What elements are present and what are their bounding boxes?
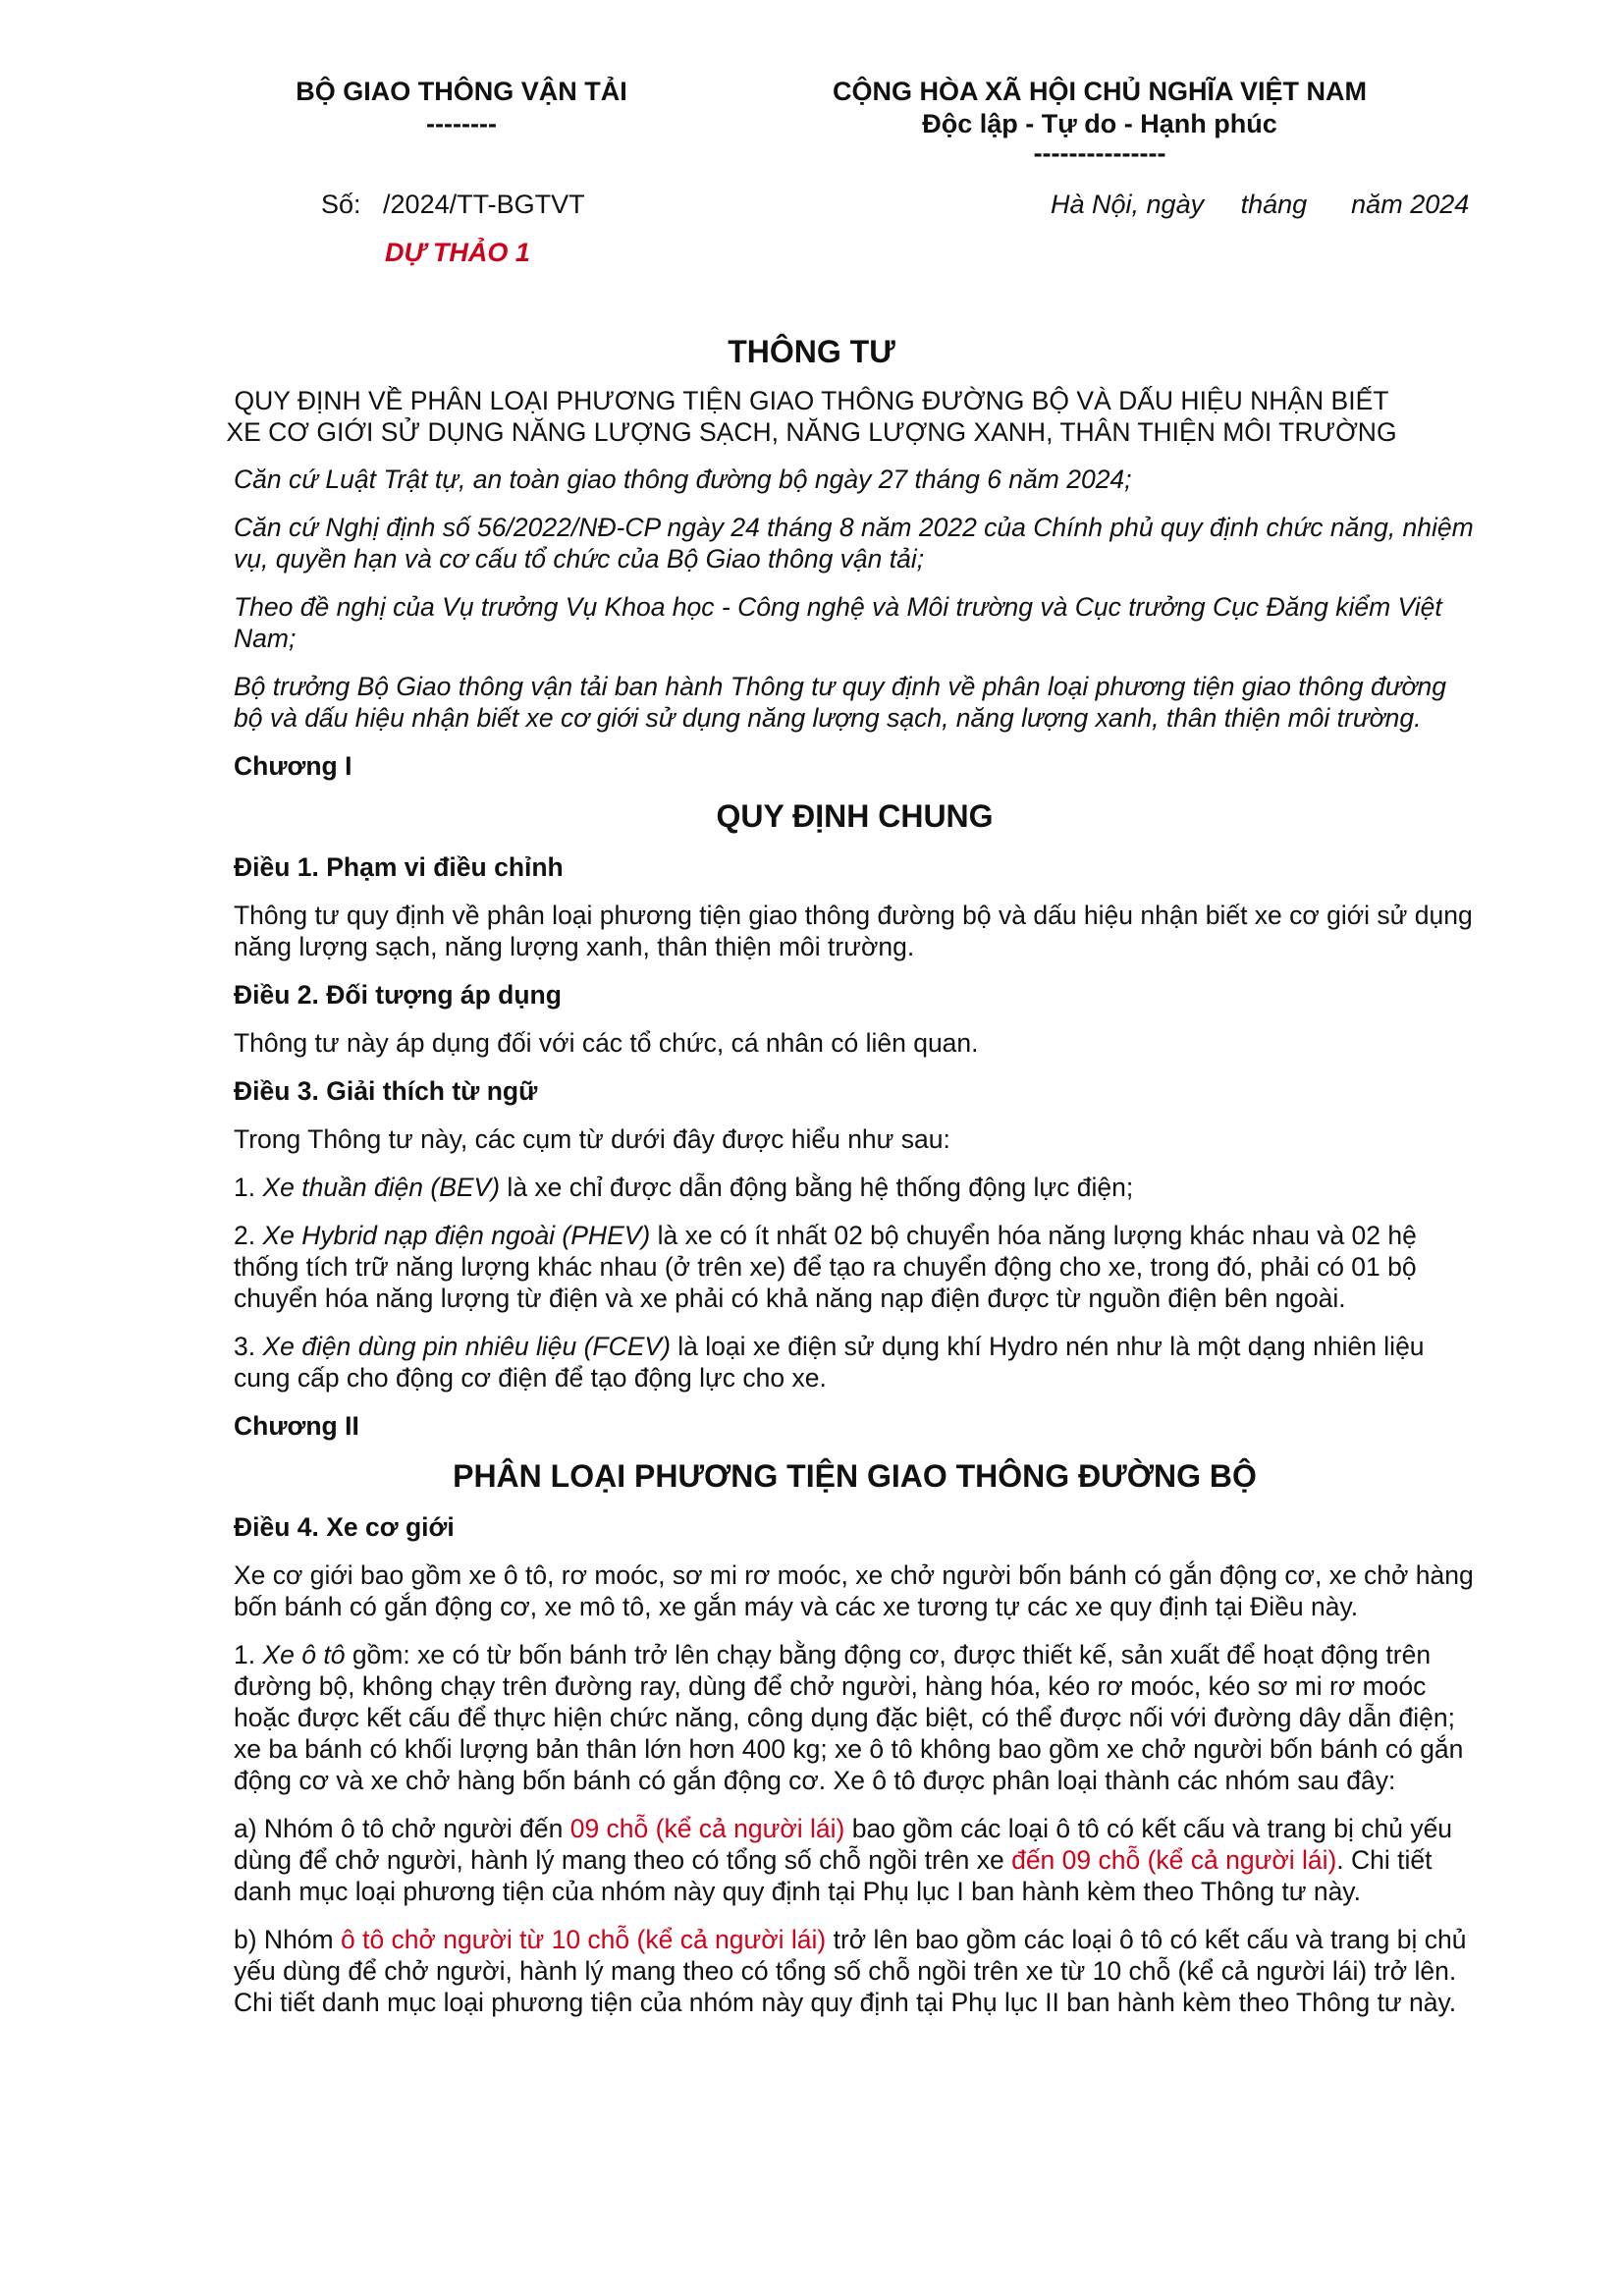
article-4-item-1a bbox=[234, 1813, 1476, 1907]
item-1a-highlight-2: đến 09 chỗ (kể cả người lái) bbox=[1011, 1845, 1337, 1875]
article-1-text: Thông tư quy định về phân loại phương tiện giao thông đường bộ và dấu hiệu nhận biết xe cơ giới sử dụng năng lượng sạch, năng lượng xanh, thân thiện môi trường. bbox=[234, 901, 1473, 961]
preamble-issuance: Bộ trưởng Bộ Giao thông vận tải ban hành Thông tư quy định về phân loại phương tiện giao thông đường bộ và dấu hiệu nhận biết xe cơ giới sử dụng năng lượng sạch, năng lượng xanh, thân thiện môi trường. bbox=[234, 672, 1446, 733]
country-name: CỘNG HÒA XÃ HỘI CHỦ NGHĨA VIỆT NAM bbox=[832, 77, 1367, 106]
definition-3-term: Xe điện dùng pin nhiêu liệu (FCEV) bbox=[262, 1332, 671, 1361]
place-and-date: Hà Nội, ngày tháng năm 2024 bbox=[1051, 190, 1470, 219]
article-3-title: Điều 3. Giải thích từ ngữ bbox=[234, 1076, 538, 1106]
item-1a-text-2: bao gồm các loại ô tô có kết cấu và trang bị chủ yếu dùng để chở người, hành lý mang theo có tổng số chỗ ngồi trên xe bbox=[234, 1814, 1453, 1875]
article-4-title: Điều 4. Xe cơ giới bbox=[234, 1512, 455, 1542]
definition-1 bbox=[234, 1172, 1476, 1203]
document-type-title: THÔNG TƯ bbox=[728, 334, 895, 369]
preamble-basis-decree: Căn cứ Nghị định số 56/2022/NĐ-CP ngày 24 tháng 8 năm 2022 của Chính phủ quy định chức năng, nhiệm vụ, quyền hạn và cơ cấu tổ chức của Bộ Giao thông vận tải; bbox=[234, 513, 1474, 574]
chapter-2-label: Chương II bbox=[234, 1411, 359, 1441]
definition-3 bbox=[234, 1331, 1476, 1394]
article-2-text: Thông tư này áp dụng đối với các tổ chức, cá nhân có liên quan. bbox=[234, 1028, 979, 1058]
article-4-item-1b bbox=[234, 1924, 1476, 2018]
preamble-proposal: Theo đề nghị của Vụ trưởng Vụ Khoa học - Công nghệ và Môi trường và Cục trưởng Cục Đăng kiểm Việt Nam; bbox=[234, 592, 1442, 653]
subject-line-2: XE CƠ GIỚI SỬ DỤNG NĂNG LƯỢNG SẠCH, NĂNG LƯỢNG XANH, THÂN THIỆN MÔI TRƯỜNG bbox=[226, 417, 1397, 447]
item-1a-text-1: a) Nhóm ô tô chở người đến bbox=[234, 1814, 570, 1843]
national-motto: Độc lập - Tự do - Hạnh phúc bbox=[922, 109, 1277, 138]
document-number: Số: /2024/TT-BGTVT bbox=[321, 190, 585, 219]
item-1-text: gồm: xe có từ bốn bánh trở lên chạy bằng động cơ, được thiết kế, sản xuất để hoạt động trên đường bộ, không chạy trên đường ray, dùng để chở người, hàng hóa, kéo rơ moóc, kéo sơ mi rơ moóc hoặc được kết cấu để thực hiện chức năng, công dụng đặc biệt, có thể được nối với đường dây dẫn điện; xe ba bánh có khối lượng bản thân lớn hơn 400 kg; xe ô tô không bao gồm xe chở người bốn bánh có gắn động cơ và xe chở hàng bốn bánh có gắn động cơ. Xe ô tô được phân loại thành các nhóm sau đây: bbox=[234, 1640, 1464, 1795]
item-1a-text-3: . Chi tiết danh mục loại phương tiện của nhóm này quy định tại Phụ lục I ban hành kèm theo Thông tư này. bbox=[234, 1845, 1433, 1906]
national-title bbox=[785, 76, 1414, 166]
chapter-2-title: PHÂN LOẠI PHƯƠNG TIỆN GIAO THÔNG ĐƯỜNG BỘ bbox=[453, 1458, 1257, 1494]
document-body bbox=[234, 464, 1476, 2035]
definition-1-text: là xe chỉ được dẫn động bằng hệ thống động lực điện; bbox=[500, 1173, 1134, 1202]
definition-3-text: là loại xe điện sử dụng khí Hydro nén như là một dạng nhiên liệu cung cấp cho động cơ điện để tạo động lực cho xe. bbox=[234, 1332, 1425, 1393]
item-1-number: 1. bbox=[234, 1640, 263, 1669]
item-1b-highlight-1: ô tô chở người từ 10 chỗ (kể cả người lái) bbox=[340, 1925, 827, 1954]
article-4-intro: Xe cơ giới bao gồm xe ô tô, rơ moóc, sơ mi rơ moóc, xe chở người bốn bánh có gắn động cơ, xe chở hàng bốn bánh có gắn động cơ, xe mô tô, xe gắn máy và các xe tương tự các xe quy định tại Điều này. bbox=[234, 1560, 1474, 1621]
chapter-1-label: Chương I bbox=[234, 751, 352, 781]
definition-1-term: Xe thuần điện (BEV) bbox=[262, 1173, 501, 1202]
authority-name: BỘ GIAO THÔNG VẬN TẢI bbox=[296, 77, 627, 106]
document-subject bbox=[0, 385, 1623, 448]
subject-line-1: QUY ĐỊNH VỀ PHÂN LOẠI PHƯƠNG TIỆN GIAO THÔNG ĐƯỜNG BỘ VÀ DẤU HIỆU NHẬN BIẾT bbox=[234, 386, 1389, 415]
motto-rule: --------------- bbox=[1033, 138, 1166, 168]
definition-2 bbox=[234, 1220, 1476, 1314]
definition-2-number: 2. bbox=[234, 1221, 263, 1250]
item-1b-text-2: trở lên bao gồm các loại ô tô có kết cấu và trang bị chủ yếu dùng để chở người, hành lý mang theo có tổng số chỗ ngồi trên xe từ 10 chỗ (kể cả người lái) trở lên. Chi tiết danh mục loại phương tiện của nhóm này quy định tại Phụ lục II ban hành kèm theo Thông tư này. bbox=[234, 1925, 1467, 2017]
definition-2-term: Xe Hybrid nạp điện ngoài (PHEV) bbox=[262, 1221, 651, 1250]
definition-2-text: là xe có ít nhất 02 bộ chuyển hóa năng lượng khác nhau và 02 hệ thống tích trữ năng lượng khác nhau (ở trên xe) để tạo ra chuyển động cho xe, trong đó, phải có 01 bộ chuyển hóa năng lượng từ điện và xe phải có khả năng nạp điện được từ nguồn điện bên ngoài. bbox=[234, 1221, 1417, 1313]
item-1a-highlight-1: 09 chỗ (kể cả người lái) bbox=[569, 1814, 845, 1843]
item-1b-text-1: b) Nhóm bbox=[234, 1925, 341, 1954]
article-2-title: Điều 2. Đối tượng áp dụng bbox=[234, 980, 562, 1010]
article-1-title: Điều 1. Phạm vi điều chỉnh bbox=[234, 852, 564, 882]
item-1-term: Xe ô tô bbox=[262, 1640, 346, 1669]
issuing-authority bbox=[245, 76, 677, 140]
preamble-basis-law: Căn cứ Luật Trật tự, an toàn giao thông đường bộ ngày 27 tháng 6 năm 2024; bbox=[234, 465, 1132, 494]
article-3-intro: Trong Thông tư này, các cụm từ dưới đây được hiểu như sau: bbox=[234, 1124, 950, 1154]
definition-1-number: 1. bbox=[234, 1173, 263, 1202]
chapter-1-title: QUY ĐỊNH CHUNG bbox=[716, 798, 994, 834]
draft-label: DỰ THẢO 1 bbox=[385, 238, 530, 267]
definition-3-number: 3. bbox=[234, 1332, 263, 1361]
article-4-item-1 bbox=[234, 1639, 1476, 1796]
authority-rule: -------- bbox=[426, 109, 497, 138]
